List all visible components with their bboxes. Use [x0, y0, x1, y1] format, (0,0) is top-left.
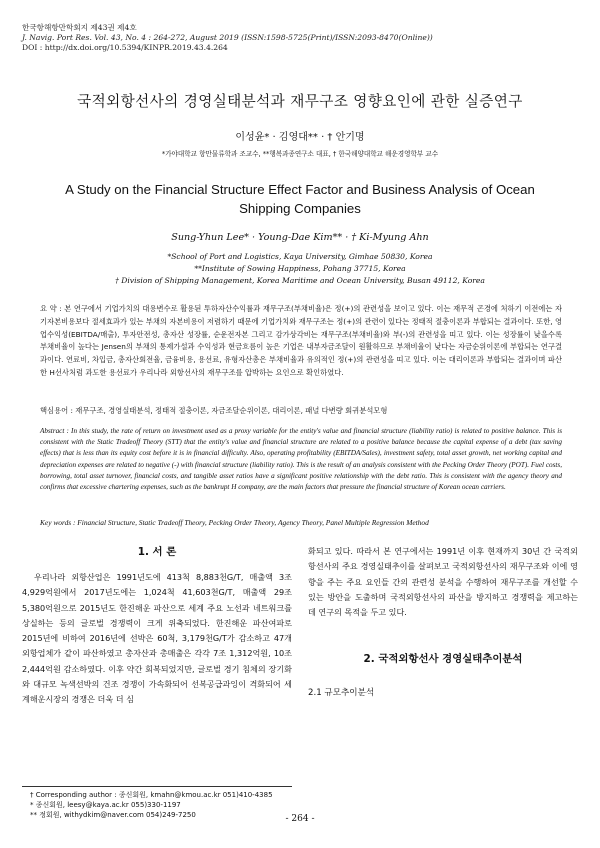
section-1-heading: 1. 서 론 [137, 546, 177, 558]
intro-paragraph-continued: 화되고 있다. 따라서 본 연구에서는 1991년 이후 현재까지 30년 간 국적외항선사의 주요 경영실태추이를 살펴보고 국적외항선사의 재무구조와 이에 영향을 주는 주요 요인들 간의 관련성 분석을 수행하여 재무구조를 개선할 수 있는 방안을 도출하며 국적외항선사의 파산을 방지하고 경쟁력을 제고하는 데 연구의 목적을 두고 있다. [308, 546, 578, 618]
affiliation-english-2: **Institute of Sowing Happiness, Pohang 37715, Korea [194, 264, 406, 273]
intro-paragraph-1: 우리나라 외항산업은 1991년도에 413척 8,883천G/T, 매출액 3조 4,929억원에서 2017년도에는 1,024척 41,603천G/T, 매출액 29조 5,380억원으로 2015년도 한진해운 파산으로 세계 주요 노선과 네트워크를 상실하는 등의 글로벌 경쟁력이 크게 위축되었다. 한진해운 파산여파로 2015년에 비하여 2016년에 선박은 60척, 3,179천G/T가 감소하고 47개 외항업체가 같이 파산하였고 총자산과 총매출은 각각 7조 1,312억원, 10조 2,444억원 감소하였다. 이후 약간 회복되었지만, 글로벌 경기 침체의 장기화와 대규모 녹색선박의 건조 경쟁이 가속화되어 선복공급과잉이 격화되어 세계해운시장의 경쟁은 더욱 더 심 [22, 572, 292, 705]
affiliation-english-3: † Division of Shipping Management, Korea Maritime and Ocean University, Busan 49112, Korea [115, 276, 485, 285]
journal-name: 한국항해항만학회지 제43권 제4호 [22, 23, 137, 32]
paper-title-english: A Study on the Financial Structure Effect Factor and Business Analysis of Ocean Shipping Companies [65, 182, 535, 216]
section-2-heading: 2. 국적외항선사 경영실태추이분석 [363, 653, 523, 665]
subsection-2-1-heading: 2.1 규모추이분석 [308, 688, 375, 698]
affiliation-english-1: *School of Port and Logistics, Kaya University, Gimhae 50830, Korea [167, 252, 433, 261]
right-column [308, 544, 578, 620]
abstract-english: Abstract : In this study, the rate of return on investment used as a proxy variable for the entity's value and financial structure (liability ratio) is related to positive balance. This is consistent with the Static Tradeoff Theory (STT) that the entity's value and financial structure are related to a positive balance because the capital expense of a debt (tax saving effects) that is less than its equity cost before it is in financial difficulty. Also, operating profitability (EBITDA/Sales), investment safety, total asset growth, net working capital and depreciation expenses are related to negative (-) with financial structure (liability ratio). This is the result of an analysis consistent with the Pecking Order Theory (POT). Fuel costs, borrowing, total asset turnover, financial costs, and tangible asset ratios have a significant positive relationship with the debt ratio. This is consistent with the agency theory and confirms that excessive chartering expenses, such as the bankrupt H company, are the main factors that pressure the financial structure of Korean ocean carriers. [40, 427, 562, 492]
authors-english: Sung-Yhun Lee* · Young-Dae Kim** · † Ki-Myung Ahn [171, 232, 429, 243]
abstract-korean: 요 약 : 본 연구에서 기업가치의 대용변수로 활용된 투하자산수익률과 재무구조(부채비율)은 정(+)의 관련성을 보이고 있다. 이는 재무적 곤경에 처하기 이전에는 자기자본비용보다 절세효과가 있는 부채의 자본비용이 저렴하기 때문에 기업가치와 재무구조는 정(+)의 관련이 있다는 정태적 절충이론과 부합되는 결과이다. 또한, 영업수익성(EBITDA/매출), 투자안전성, 총자산 성장률, 순운전자본 그리고 감가상각비는 재무구조(부채비율)와 부(-)의 관련성을 띠고 있다. 이는 성장률이 낮을수록 부채비율이 높다는 Jensen의 부채의 통제가설과 수익성과 현금흐름이 높은 기업은 내부자금조달이 원활하므로 부채비율이 낮다는 자금순위이론에 부합되는 연구결과이다. 연료비, 차입금, 총자산회전율, 금융비용, 용선료, 유형자산총은 부채비율과 유의적인 정(+)의 관련성을 띠고 있다. 이는 대리이론과 부합되는 결과이며 파산한 H선사처럼 과도한 용선료가 우리나라 외항선사의 재무구조를 압박하는 요인으로 확인하였다. [40, 304, 562, 377]
keywords-english: Key words : Financial Structure, Static Tradeoff Theory, Pecking Order Theory, Agency Theory, Panel Multiple Regression Method [40, 518, 429, 527]
journal-citation: J. Navig. Port Res. Vol. 43, No. 4 : 264-272, August 2019 (ISSN:1598-5725(Print)/ISSN:2093-8470(Online)) [22, 33, 433, 42]
affiliation-korean: *가야대학교 항만물류학과 조교수, **행복과종연구소 대표, † 한국해양대학교 해운경영학부 교수 [161, 150, 439, 158]
footnote-author-2: ** 정회원, withydkim@naver.com 054)249-7250 [30, 811, 196, 819]
doi-link[interactable]: DOI : http://dx.doi.org/10.5394/KINPR.2019.43.4.264 [22, 43, 228, 52]
footnote-author-1: * 종신회원, leesy@kaya.ac.kr 055)330-1197 [30, 801, 181, 809]
authors-korean: 이성윤* · 김영대** · † 안기명 [235, 132, 365, 143]
page-number: - 264 - [285, 814, 315, 824]
left-column [22, 570, 292, 708]
footnote-corresponding-author: † Corresponding author : 종신회원, kmahn@kmou.ac.kr 051)410-4385 [30, 791, 273, 799]
keywords-korean: 핵심용어 : 재무구조, 경영실태분석, 정태적 절충이론, 자금조달순위이론, 대리이론, 패널 다변량 회귀분석모형 [40, 406, 388, 415]
paper-title-korean: 국적외항선사의 경영실태분석과 재무구조 영향요인에 관한 실증연구 [77, 93, 523, 110]
footnote-divider [22, 786, 292, 787]
